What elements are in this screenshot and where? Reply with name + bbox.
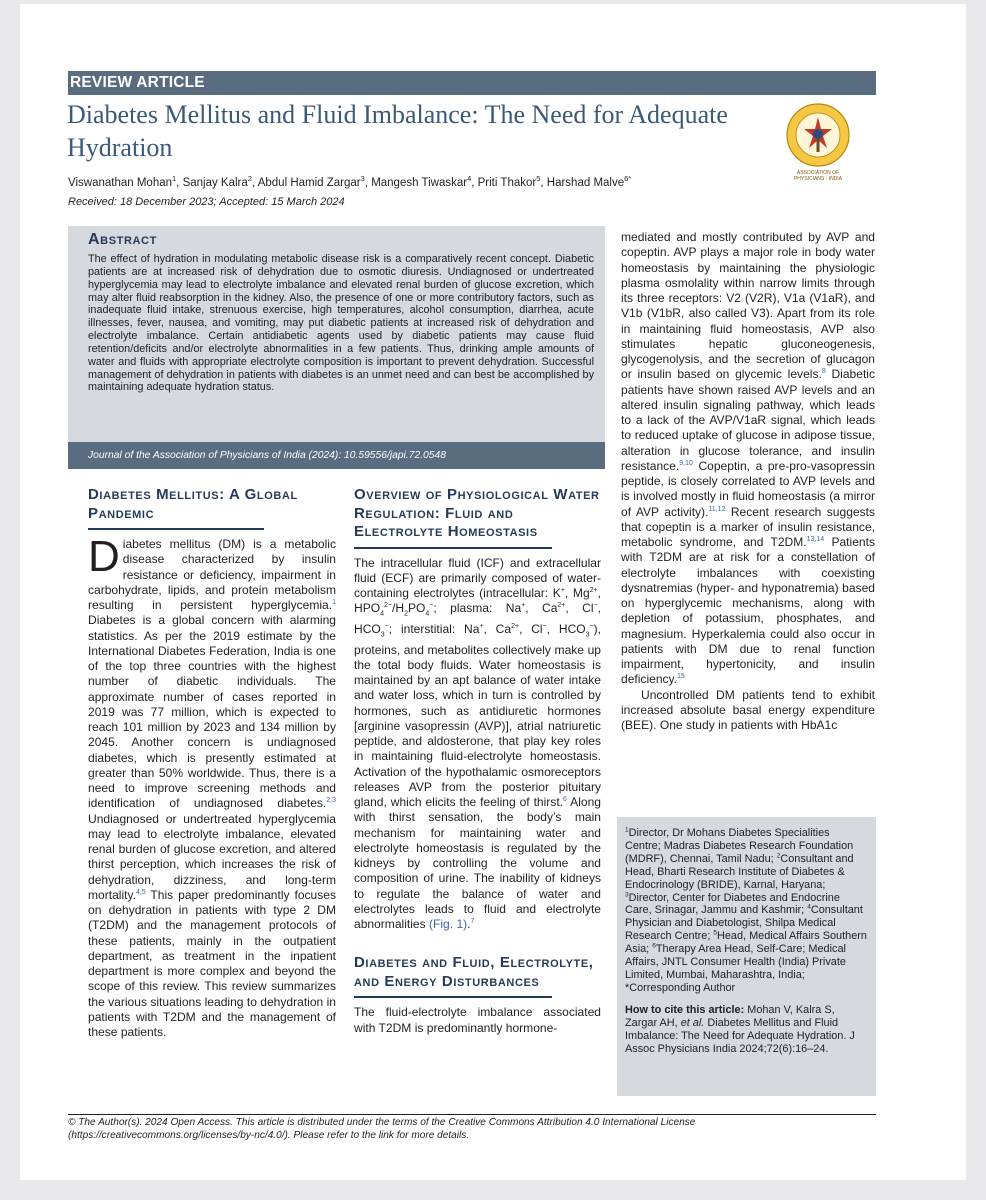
section-body-energy-disturbances: The fluid-electrolyte imbalance associated with T2DM is predominantly hormone- xyxy=(354,1005,601,1035)
article-type-badge: REVIEW ARTICLE xyxy=(68,71,876,95)
figure-1-link[interactable]: (Fig. 1) xyxy=(429,917,468,932)
abstract-box xyxy=(68,226,605,469)
section-heading-water-regulation: Overview of Physiological Water Regulation: Fluid and Electrolyte Homeostasis xyxy=(354,486,600,540)
journal-doi: Journal of the Association of Physicians of India (2024): 10.59556/japi.72.0548 xyxy=(68,442,605,469)
received-dates: Received: 18 December 2023; Accepted: 15 March 2024 xyxy=(68,196,345,208)
footer-rule xyxy=(68,1114,876,1115)
author-list: Viswanathan Mohan$^1$, Sanjay Kalra$^2$, Abdul Hamid Zargar$^3$, Mangesh Tiwaskar$^4$, Priti Thakor$^5$, Harshad Malve$^{6*}$ xyxy=(68,174,632,189)
section-body-water-regulation: The intracellular fluid (ICF) and extracellular fluid (ECF) are primarily composed of water-containing electrolytes (intracellular: K+, $Mg^{2+}$, $HPO_4^{2-}/H_2PO_4^-$; plasma: Na+, $Ca^{2+}$, Cl−, $HCO_3^-$; interstitial: Na+, $Ca^{2+}$, Cl−, $HCO_3^-$), proteins, and metabolites collectively make up the total body fluids. Water homeostasis is maintained by an apt balance of water intake and water loss, which in turn is controlled by hormones, such as antidiuretic hormones [arginine vasopressin (AVP)], atrial natriuretic peptide, and aldosterone, that play key roles in maintaining fluid-electrolyte homeostasis. Activation of the hypothalamic osmoreceptors releases AVP from the posterior pituitary gland, which elicits the feeling of thirst.$^6$ Along with thirst sensation, the body’s main mechanism for maintaining water and electrolyte homeostasis is regulated by the kidneys by controlling the volume and composition of urine. The inability of kidneys to regulate the balance of water and electrolytes leads to fluid and electrolyte abnormalities (Fig. 1).$^7$ xyxy=(354,555,601,932)
column-1 xyxy=(88,486,336,1040)
logo-text: ASSOCIATION OF PHYSICIANS · INDIA xyxy=(793,170,843,182)
abstract-heading: Abstract xyxy=(88,231,157,248)
section-rule xyxy=(88,528,264,530)
citation-text: How to cite this article: Mohan V, Kalra S, Zargar AH, et al. Diabetes Mellitus and Fluid Imbalance: The Need for Adequate Hydration. J Assoc Physicians India 2024;72(6):16–24. xyxy=(625,1003,855,1055)
column-2 xyxy=(354,486,601,1036)
drop-cap: D xyxy=(88,532,120,581)
section-heading-global-pandemic: Diabetes Mellitus: A Global Pandemic xyxy=(88,486,298,522)
section-rule xyxy=(354,547,552,549)
continued-text: mediated and mostly contributed by AVP and copeptin. AVP plays a major role in body water homeostasis by maintaining the physiologic plasma osmolality within narrow limits through its three receptors: V2 (V2R), V1a (V1aR), and V1b (V1bR, also called V3). Apart from its role in maintaining fluid homeostasis, AVP also stimulates hepatic gluconeogenesis, glycogenolysis, and the secretion of glucagon or insulin based on glycemic levels.$^8$ Diabetic patients have shown raised AVP levels and an altered insulin signaling pathway, which leads to a lack of the AVP/V1aR signal, which leads to reduced uptake of glucose in adipose tissue, alteration in glucose tolerance, and insulin resistance.$^{9,10}$ Copeptin, a pre-pro-vasopressin peptide, is closely correlated to AVP levels and is involved mostly in fluid homeostasis (a mirror of AVP activity).$^{11,12}$ Recent research suggests that copeptin is a marker of insulin resistance, metabolic syndrome, and T2DM.$^{13,14}$ Patients with T2DM are at risk for a constellation of electrolyte imbalances with coexisting dysnatremias (hyper- and hyponatremia) based on hyperglycemic mechanisms, along with depletion of potassium, phosphates, and magnesium. Hyperkalemia could also occur in patients with DM due to renal function impairment, hypertonicity, and insulin deficiency.$^{15}$ xyxy=(621,230,876,687)
association-logo xyxy=(786,103,850,167)
section-heading-energy-disturbances: Diabetes and Fluid, Electrolyte, and Energy Disturbances xyxy=(354,954,594,990)
section-rule xyxy=(354,996,552,998)
abstract-text: The effect of hydration in modulating metabolic disease risk is a comparatively recent concept. Diabetic patients are at increased risk of dehydration due to osmotic diuresis. Undiagnosed or undertreated hyperglycemia may lead to electrolyte imbalance and elevated renal burden of glucose excretion, which may alter fluid reabsorption in the kidney. Also, the presence of one or more contributory factors, such as inadequate fluid intake, strenuous exercise, high temperatures, alcohol consumption, diarrhea, acute illnesses, fever, nausea, and vomiting, may put diabetic patients at increased risk of dehydration and electrolyte imbalance. Certain antidiabetic agents used by diabetic patients may cause fluid retention/deficits and/or electrolyte abnormalities in a few patients. Thus, drinking ample amounts of water and fluids with appropriate electrolyte composition is important to prevent dehydration. Successful management of dehydration in patients with diabetes is an unmet need and can best be accomplished by maintaining adequate hydration status. xyxy=(88,253,594,394)
paragraph-energy-expenditure: Uncontrolled DM patients tend to exhibit increased absolute basal energy expenditure (BEE). One study in patients with HbA1c xyxy=(621,687,875,732)
section-body-global-pandemic: Diabetes mellitus (DM) is a metabolic disease characterized by insulin resistance or deficiency, impairment in carbohydrate, lipids, and protein metabolism resulting in persistent hyperglycemia.$^1$ Diabetes is a global concern with alarming statistics. As per the 2019 estimate by the International Diabetes Federation, India is one of the top three countries with the highest number of diabetic individuals. The approximate number of cases reported in 2019 was 77 million, which is expected to reach 101 million by 2023 and 134 million by 2045. Another concern is undiagnosed diabetes, which is presently estimated at greater than 50% worldwide. Thus, there is a need to improve screening methods and identification of undiagnosed diabetes.$^{2,3}$ Undiagnosed or undertreated hyperglycemia may lead to electrolyte imbalance, elevated renal burden of glucose excretion, and altered thirst perception, which increases the risk of dehydration, dizziness, and long-term mortality.$^{4,5}$ This paper predominantly focuses on dehydration in patients with type 2 DM (T2DM) and the management protocols of these patients, mainly in the outpatient department, as treatment in the inpatient department is more complex and beyond the scope of this review. This review summarizes the various situations leading to dehydration in patients with T2DM and the management of these patients. xyxy=(88,532,336,1039)
affiliations-box xyxy=(617,817,876,1096)
article-title: Diabetes Mellitus and Fluid Imbalance: The Need for Adequate Hydration xyxy=(67,100,728,162)
affiliations-text: $^1$Director, Dr Mohans Diabetes Specialities Centre; Madras Diabetes Research Foundation (MDRF), Chennai, Tamil Nadu; $^2$Consultant and Head, Bharti Research Institute of Diabetes & Endocrinology (BRIDE), Karnal, Haryana; $^3$Director, Center for Diabetes and Endocrine Care, Srinagar, Jammu and Kashmir; $^4$Consultant Physician and Diabetologist, Shilpa Medical Research Centre; $^5$Head, Medical Affairs Southern Asia; $^6$Therapy Area Head, Self-Care; Medical Affairs, JNTL Consumer Health (India) Private Limited, Mumbai, Maharashtra, India; *Corresponding Author xyxy=(625,826,867,994)
license-footer: © The Author(s). 2024 Open Access. This article is distributed under the terms of the Creative Commons Attribution 4.0 International License (https://creativecommons.org/licenses/by-nc/4.0/). Please refer to the link for more details. xyxy=(68,1117,696,1141)
column-3 xyxy=(621,230,875,733)
